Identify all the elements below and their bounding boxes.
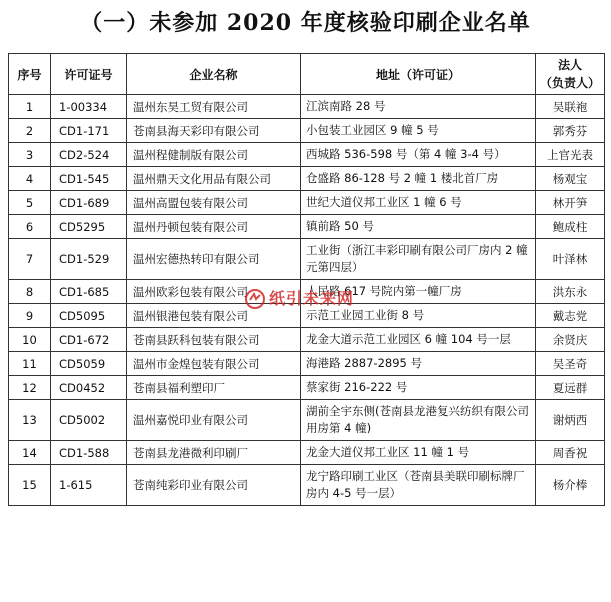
cell-license: 1-615 (51, 465, 127, 506)
cell-no: 15 (9, 465, 51, 506)
header-address: 地址（许可证） (301, 54, 536, 95)
cell-license: CD1-672 (51, 328, 127, 352)
cell-no: 10 (9, 328, 51, 352)
cell-representative: 吴联袍 (536, 95, 605, 119)
cell-no: 4 (9, 167, 51, 191)
table-row (9, 239, 605, 280)
cell-representative: 杨观宝 (536, 167, 605, 191)
cell-company: 苍南县海天彩印有限公司 (127, 119, 301, 143)
cell-representative: 谢炳西 (536, 400, 605, 441)
watermark-text: 纸引未来网 (269, 289, 355, 308)
cell-no: 11 (9, 352, 51, 376)
table-row (9, 143, 605, 167)
table-row (9, 119, 605, 143)
cell-representative: 上官光表 (536, 143, 605, 167)
cell-address: 龙金大道示范工业园区 6 幢 104 号一层 (301, 328, 536, 352)
cell-representative: 戴志党 (536, 304, 605, 328)
cell-address: 海港路 2887-2895 号 (301, 352, 536, 376)
cell-no: 12 (9, 376, 51, 400)
table-row (9, 215, 605, 239)
cell-license: CD1-171 (51, 119, 127, 143)
cell-no: 5 (9, 191, 51, 215)
cell-no: 9 (9, 304, 51, 328)
table-row (9, 465, 605, 506)
cell-address: 西城路 536-598 号（第 4 幢 3-4 号） (301, 143, 536, 167)
header-license: 许可证号 (51, 54, 127, 95)
cell-representative: 鲍成柱 (536, 215, 605, 239)
header-company: 企业名称 (127, 54, 301, 95)
cell-address: 世纪大道仪邦工业区 1 幢 6 号 (301, 191, 536, 215)
cell-address: 镇前路 50 号 (301, 215, 536, 239)
cell-license: CD1-685 (51, 280, 127, 304)
cell-representative: 郭秀芬 (536, 119, 605, 143)
cell-address: 工业街（浙江丰彩印刷有限公司厂房内 2 幢元第四层） (301, 239, 536, 280)
cell-license: CD5002 (51, 400, 127, 441)
cell-company: 温州宏德热转印有限公司 (127, 239, 301, 280)
cell-no: 3 (9, 143, 51, 167)
table-row (9, 95, 605, 119)
cell-license: CD0452 (51, 376, 127, 400)
cell-no: 14 (9, 441, 51, 465)
cell-company: 苍南县龙港微利印刷厂 (127, 441, 301, 465)
cell-company: 温州东昊工贸有限公司 (127, 95, 301, 119)
cell-representative: 周香祝 (536, 441, 605, 465)
company-table (8, 53, 605, 506)
cell-no: 6 (9, 215, 51, 239)
table-row (9, 191, 605, 215)
cell-representative: 叶泽林 (536, 239, 605, 280)
table-row (9, 400, 605, 441)
cell-company: 温州鼎天文化用品有限公司 (127, 167, 301, 191)
cell-address: 人民路 617 号院内第一幢厂房 (301, 280, 536, 304)
header-rep-line1: 法人 (557, 58, 582, 72)
cell-company: 温州银港包装有限公司 (127, 304, 301, 328)
table-row (9, 167, 605, 191)
cell-company: 温州高盟包装有限公司 (127, 191, 301, 215)
cell-license: CD1-689 (51, 191, 127, 215)
cell-company: 温州欧彩包装有限公司 (127, 280, 301, 304)
cell-address: 湖前全宇东侧(苍南县龙港复兴纺织有限公司用房第 4 幢) (301, 400, 536, 441)
cell-address: 仓盛路 86-128 号 2 幢 1 楼北首厂房 (301, 167, 536, 191)
cell-no: 13 (9, 400, 51, 441)
cell-license: 1-00334 (51, 95, 127, 119)
cell-representative: 夏远群 (536, 376, 605, 400)
cell-representative: 林开笋 (536, 191, 605, 215)
cell-license: CD2-524 (51, 143, 127, 167)
cell-address: 江滨南路 28 号 (301, 95, 536, 119)
cell-company: 温州程健制版有限公司 (127, 143, 301, 167)
cell-license: CD1-588 (51, 441, 127, 465)
cell-address: 龙金大道仪邦工业区 11 幢 1 号 (301, 441, 536, 465)
table-row (9, 376, 605, 400)
table-row (9, 280, 605, 304)
cell-company: 苍南县福利塑印厂 (127, 376, 301, 400)
cell-company: 苍南纯彩印业有限公司 (127, 465, 301, 506)
cell-company: 苍南县跃科包装有限公司 (127, 328, 301, 352)
cell-license: CD1-529 (51, 239, 127, 280)
cell-no: 7 (9, 239, 51, 280)
header-rep-line2: （负责人） (540, 76, 601, 90)
cell-company: 温州丹顿包装有限公司 (127, 215, 301, 239)
cell-license: CD1-545 (51, 167, 127, 191)
cell-license: CD5095 (51, 304, 127, 328)
cell-license: CD5295 (51, 215, 127, 239)
cell-address: 蔡家街 216-222 号 (301, 376, 536, 400)
cell-representative: 吴圣奇 (536, 352, 605, 376)
cell-representative: 洪东永 (536, 280, 605, 304)
header-no: 序号 (9, 54, 51, 95)
table-row (9, 304, 605, 328)
cell-representative: 余贤庆 (536, 328, 605, 352)
cell-no: 8 (9, 280, 51, 304)
cell-address: 示范工业园工业街 8 号 (301, 304, 536, 328)
table-row (9, 352, 605, 376)
header-representative (536, 54, 605, 95)
cell-license: CD5059 (51, 352, 127, 376)
page-title: （一）未参加 2020 年度核验印刷企业名单 (80, 10, 531, 36)
cell-no: 1 (9, 95, 51, 119)
table-row (9, 441, 605, 465)
cell-representative: 杨介棒 (536, 465, 605, 506)
cell-no: 2 (9, 119, 51, 143)
table-row (9, 328, 605, 352)
cell-company: 温州嘉悦印业有限公司 (127, 400, 301, 441)
table-header-row (9, 54, 605, 95)
cell-company: 温州市金煌包装有限公司 (127, 352, 301, 376)
cell-address: 龙宁路印刷工业区（苍南县美联印刷标牌厂房内 4-5 号一层） (301, 465, 536, 506)
cell-address: 小包装工业园区 9 幢 5 号 (301, 119, 536, 143)
